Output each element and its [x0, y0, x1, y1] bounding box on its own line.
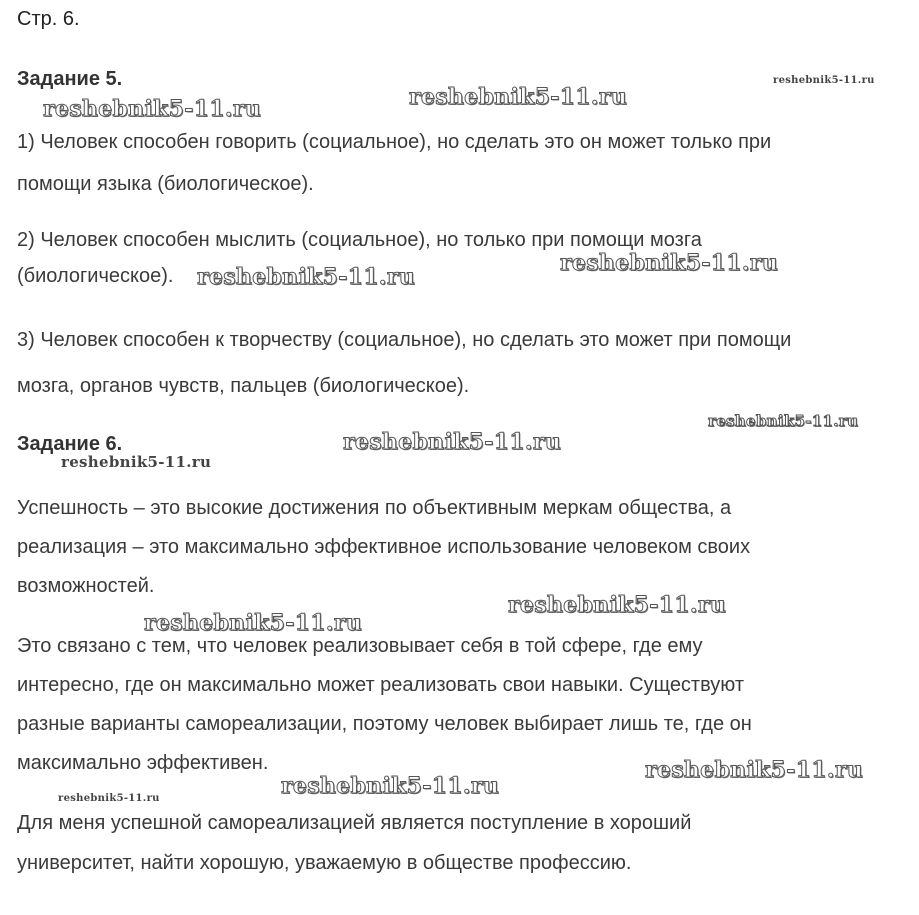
watermark: reshebnik5-11.ru — [281, 773, 500, 799]
watermark: reshebnik5-11.ru — [58, 793, 160, 804]
page-number: Стр. 6. — [17, 8, 80, 30]
task-6-answer-3: Для меня успешной самореализацией является поступление в хороший университет, найти хорошую, уважаемую в обществе профессию. — [17, 812, 692, 874]
watermark: reshebnik5-11.ru — [197, 264, 416, 290]
task-5-answer-1: 1) Человек способен говорить (социальное), но сделать это он может только при помощи языка (биологическое). — [17, 131, 772, 195]
task-6-answer-2: Это связано с тем, что человек реализовывает себя в той сфере, где ему интересно, где он максимально может реализовать свои навыки. Существуют разные варианты самореализации, поэтому человек выбирает лишь те, где он максимально эффективен. — [17, 635, 752, 774]
watermark: reshebnik5-11.ru — [61, 453, 212, 471]
watermark: reshebnik5-11.ru — [508, 592, 727, 618]
watermark: reshebnik5-11.ru — [43, 96, 262, 122]
watermark: reshebnik5-11.ru — [144, 610, 363, 636]
watermark: reshebnik5-11.ru — [708, 412, 859, 430]
watermark: reshebnik5-11.ru — [343, 429, 562, 455]
task-5-heading: Задание 5. — [17, 68, 123, 90]
watermark: reshebnik5-11.ru — [645, 757, 864, 783]
watermark: reshebnik5-11.ru — [773, 75, 875, 86]
task-6-answer-1: Успешность – это высокие достижения по объективным меркам общества, а реализация – это максимально эффективное использование человеком своих возможностей. — [17, 497, 751, 597]
watermark: reshebnik5-11.ru — [560, 250, 779, 276]
task-6-heading: Задание 6. — [17, 433, 123, 455]
task-5-answer-2: 2) Человек способен мыслить (социальное), но только при помощи мозга (биологическое). — [17, 229, 702, 287]
task-5-answer-3: 3) Человек способен к творчеству (социальное), но сделать это может при помощи мозга, органов чувств, пальцев (биологическое). — [17, 329, 792, 397]
watermark: reshebnik5-11.ru — [409, 84, 628, 110]
